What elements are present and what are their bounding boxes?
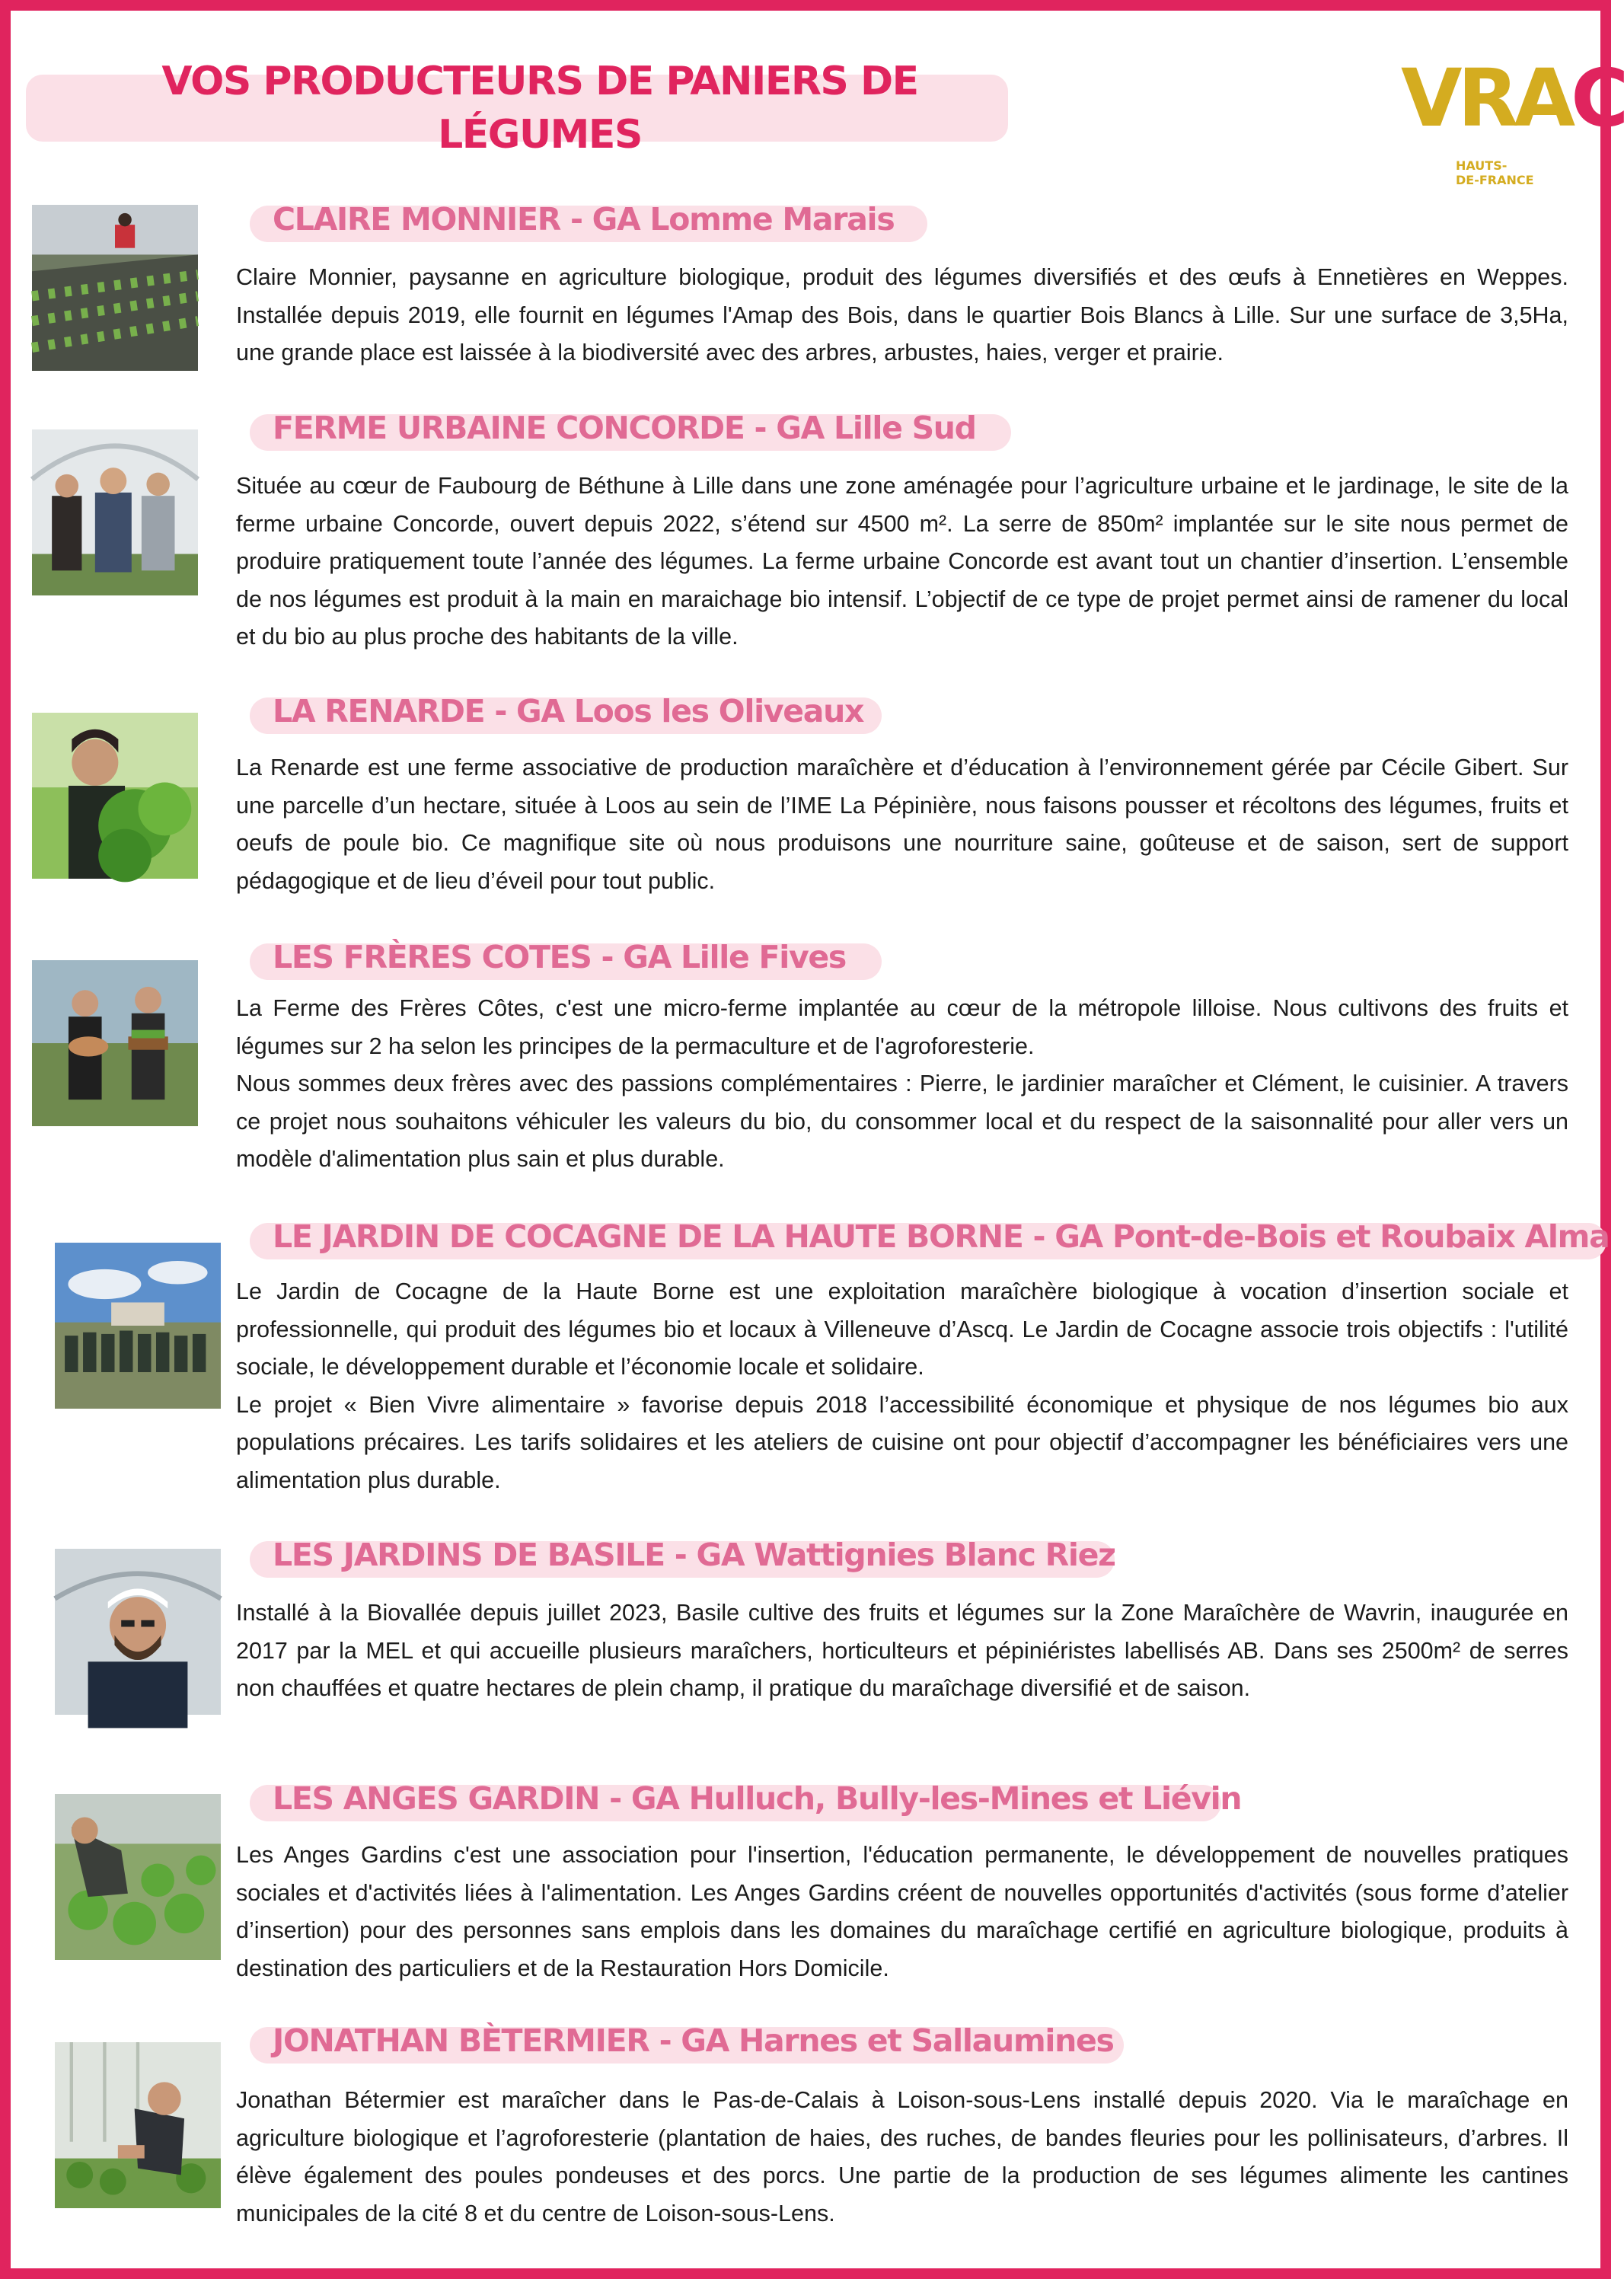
producer-heading: LE JARDIN DE COCAGNE DE LA HAUTE BORNE - GA Pont-de-Bois et Roubaix Alma bbox=[273, 1218, 1610, 1255]
field-worker-photo-icon bbox=[32, 205, 198, 371]
producer-description bbox=[236, 468, 1568, 656]
logo-subtitle: HAUTS- DE-FRANCE bbox=[1456, 158, 1534, 187]
description-paragraph: Située au cœur de Faubourg de Béthune à Lille dans une zone aménagée pour l’agriculture urbaine et le jardinage, le site de la ferme urbaine Concorde, ouvert depuis 2022, s’étend sur 4500 m². La serre de 850m² implantée sur le site nous permet de produire pratiquement toute l’année des légumes. La ferme urbaine Concorde est avant tout un chantier d’insertion. L’ensemble de nos légumes est produit à la main en maraichage bio intensif. L’objectif de ce type de projet permet ainsi de ramener du local et du bio au plus proche des habitants de la ville. bbox=[236, 473, 1568, 650]
two-farmers-photo-icon bbox=[32, 960, 198, 1126]
page-title-line-1: VOS PRODUCTEURS DE PANIERS DE bbox=[161, 59, 918, 104]
description-paragraph: Le projet « Bien Vivre alimentaire » favorise depuis 2018 l’accessibilité économique et physique de nos légumes bio aux populations précaires. Les tarifs solidaires et les ateliers de cuisine ont pour objectif d’accompagner les bénéficiaires vers une alimentation plus durable. bbox=[236, 1391, 1568, 1493]
harvesting-lettuce-photo-icon bbox=[55, 1794, 221, 1960]
producer-heading: CLAIRE MONNIER - GA Lomme Marais bbox=[273, 201, 895, 238]
producer-heading: FERME URBAINE CONCORDE - GA Lille Sud bbox=[273, 410, 976, 446]
producer-heading: JONATHAN BÈTERMIER - GA Harnes et Sallaumines bbox=[273, 2022, 1114, 2059]
producer-description bbox=[236, 1594, 1568, 1708]
producer-description bbox=[236, 2082, 1568, 2233]
greenhouse-team-photo-icon bbox=[32, 429, 198, 595]
description-paragraph: Jonathan Bétermier est maraîcher dans le Pas-de-Calais à Loison-sous-Lens installé depuis 2020. Via le maraîchage en agriculture biologique et l’agroforesterie (plantation de haies, des ruches, de bandes fleuries pour les pollinisateurs, d’arbres. Il élève également des poules pondeuses et des porcs. Une partie de la production de ses légumes alimente les cantines municipales de la cité 8 et du centre de Loison-sous-Lens. bbox=[236, 2087, 1568, 2226]
description-paragraph: Installé à la Biovallée depuis juillet 2023, Basile cultive des fruits et légumes sur la Zone Maraîchère de Wavrin, inaugurée en 2017 par la MEL et qui accueille plusieurs maraîchers, horticulteurs et pépiniéristes labellisés AB. Dans ses 2500m² de serres non chauffées et quatre hectares de plein champ, il pratique du maraîchage diversifié et de saison. bbox=[236, 1600, 1568, 1701]
page-title-line-2: LÉGUMES bbox=[438, 112, 642, 158]
producer-heading: LES ANGES GARDIN - GA Hulluch, Bully-les-Mines et Liévin bbox=[273, 1780, 1242, 1817]
woman-with-greens-photo-icon bbox=[32, 713, 198, 879]
logo-word bbox=[1401, 52, 1624, 145]
description-paragraph: Le Jardin de Cocagne de la Haute Borne est une exploitation maraîchère biologique à vocation d’insertion sociale et professionnelle, qui produit des légumes bio et locaux à Villeneuve d’Ascq. Le Jardin de Cocagne associe trois objectifs : l'utilité sociale, le développement durable et l’économie locale et solidaire. bbox=[236, 1278, 1568, 1380]
page-title bbox=[41, 55, 1039, 161]
producer-heading: LES JARDINS DE BASILE - GA Wattignies Blanc Riez bbox=[273, 1537, 1115, 1573]
producer-heading: LA RENARDE - GA Loos les Oliveaux bbox=[273, 693, 864, 729]
logo-word-part2: C bbox=[1571, 52, 1624, 145]
producer-description bbox=[236, 990, 1568, 1179]
producer-description bbox=[236, 1837, 1568, 1987]
description-paragraph: La Ferme des Frères Côtes, c'est une micro-ferme implantée au cœur de la métropole lilloise. Nous cultivons des fruits et légumes sur 2 ha selon les principes de la permaculture et de l'agroforesterie. bbox=[236, 995, 1568, 1059]
producer-heading: LES FRÈRES COTES - GA Lille Fives bbox=[273, 939, 847, 975]
description-paragraph: La Renarde est une ferme associative de production maraîchère et d’éducation à l’environnement gérée par Cécile Gibert. Sur une parcelle d’un hectare, située à Loos au sein de l’IME La Pépinière, nous faisons pousser et récoltons des légumes, fruits et oeufs de poule bio. Ce magnifique site où nous produisons une nourriture saine, goûteuse et de saison, sert de support pédagogique et de lieu d’éveil pour tout public. bbox=[236, 755, 1568, 894]
description-paragraph: Nous sommes deux frères avec des passions complémentaires : Pierre, le jardinier maraîcher et Clément, le cuisinier. A travers ce projet nous souhaitons véhiculer les valeurs du bio, du consommer local et du respect de la saisonnalité pour aller vers un modèle d'alimentation plus sain et plus durable. bbox=[236, 1071, 1568, 1172]
man-in-greenhouse-photo-icon bbox=[55, 2042, 221, 2208]
group-outdoor-photo-icon bbox=[55, 1243, 221, 1409]
description-paragraph: Les Anges Gardins c'est une association pour l'insertion, l'éducation permanente, le développement de nouvelles pratiques sociales et d'activités liées à l'alimentation. Les Anges Gardins créent de nouvelles opportunités d'activités (sous forme d’atelier d’insertion) pour des personnes sans emplois dans les domaines du maraîchage certifié en agriculture biologique, produits à destination des particuliers et de la Restauration Hors Domicile. bbox=[236, 1842, 1568, 1981]
producer-description bbox=[236, 259, 1568, 372]
man-with-cap-photo-icon bbox=[55, 1549, 221, 1715]
description-paragraph: Claire Monnier, paysanne en agriculture biologique, produit des légumes diversifiés et des œufs à Ennetières en Weppes. Installée depuis 2019, elle fournit en légumes l'Amap des Bois, dans le quartier Bois Blancs à Lille. Sur une surface de 3,5Ha, une grande place est laissée à la biodiversité avec des arbres, arbustes, haies, verger et prairie. bbox=[236, 264, 1568, 365]
producer-description bbox=[236, 749, 1568, 900]
vrac-logo bbox=[1401, 52, 1624, 201]
logo-word-part1: VRA bbox=[1401, 52, 1571, 145]
producer-description bbox=[236, 1273, 1568, 1499]
